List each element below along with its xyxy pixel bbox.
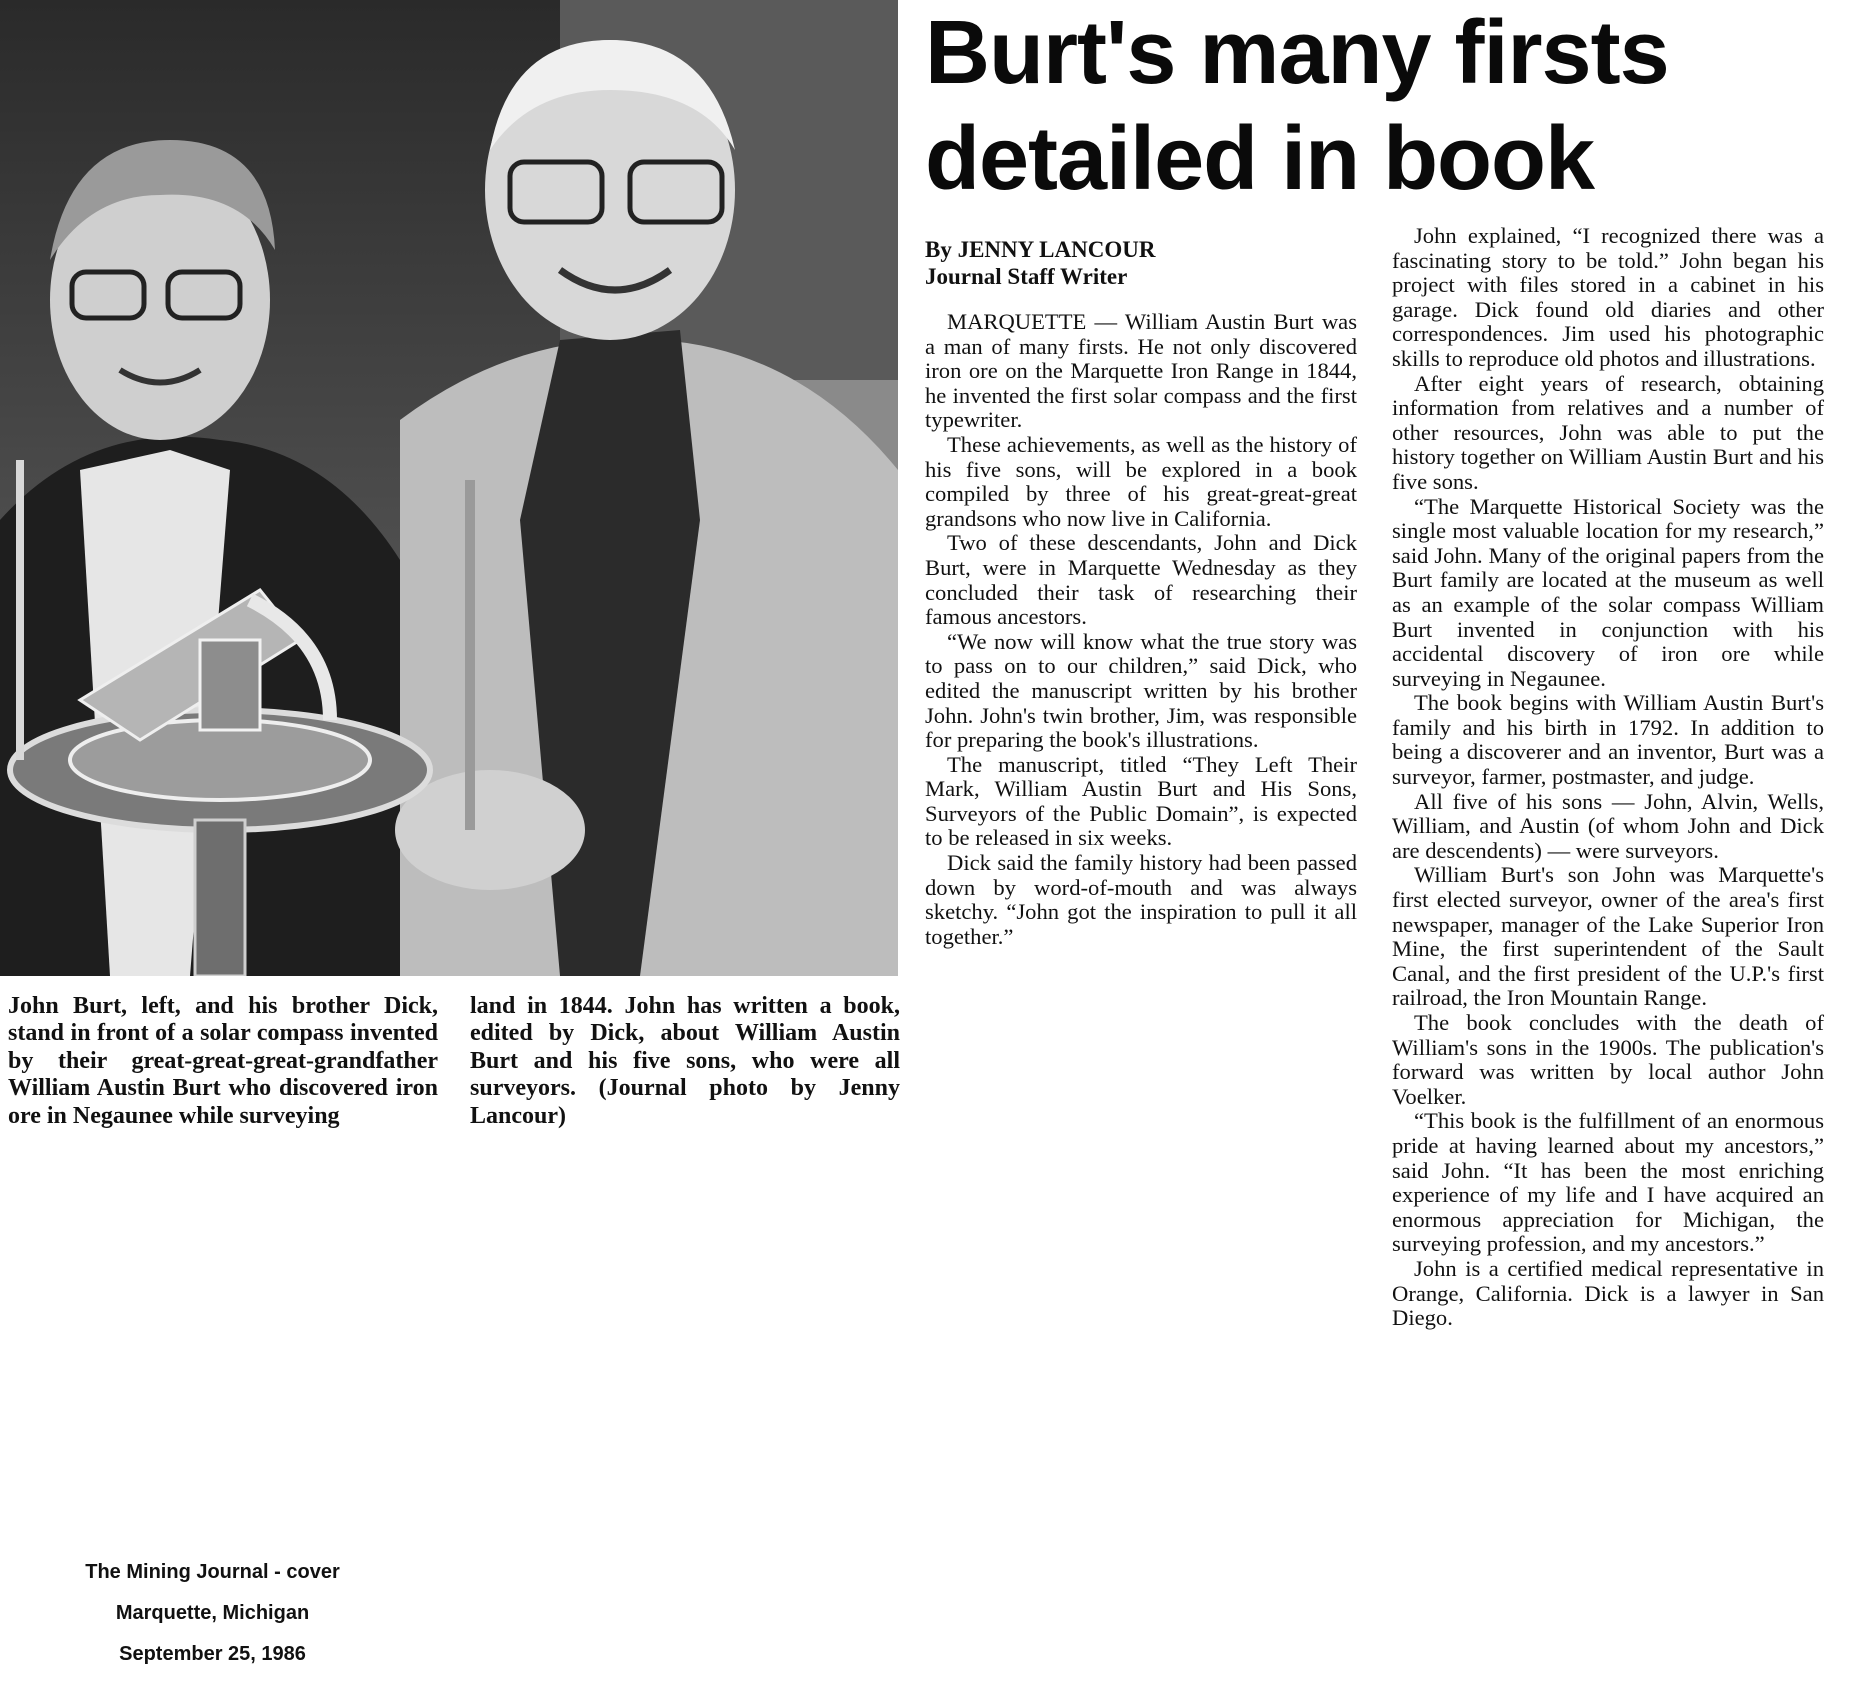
paragraph: William Burt's son John was Marquette's first elected surveyor, owner of the area's first newspaper, manager of the Lake Superior Iron Mine, the first superintendent of the Sault Canal, and the first president of the U.P.'s first railroad, the Iron Mountain Range. xyxy=(1392,862,1824,1011)
paragraph: The book concludes with the death of William's sons in the 1900s. The publication's forward was written by local author John Voelker. xyxy=(1392,1010,1824,1109)
source-date: September 25, 1986 xyxy=(119,1643,306,1665)
source-publication: The Mining Journal - cover xyxy=(85,1561,340,1583)
byline-author: By JENNY LANCOUR xyxy=(925,237,1156,262)
paragraph: All five of his sons — John, Alvin, Wells, William, and Austin (of whom John and Dick are descendents) — were surveyors. xyxy=(1392,788,1824,863)
paragraph: These achievements, as well as the history of his five sons, will be explored in a book compiled by three of his great-great-great grandsons who now live in California. xyxy=(925,431,1357,531)
source-note xyxy=(40,1552,385,1675)
paragraph: “This book is the fulfillment of an enormous pride at having learned about my ancestors,” said John. “It has been the most enriching experience of my life and I have acquired an enormous appreciation for Michigan, the surveying profession, and my ancestors.” xyxy=(1392,1108,1824,1257)
article-column-1 xyxy=(925,310,1357,949)
paragraph: Dick said the family history had been passed down by word-of-mouth and was always sketchy. “John got the inspiration to pull it all together.” xyxy=(925,850,1357,949)
photo-illustration xyxy=(0,0,898,976)
paragraph: The book begins with William Austin Burt's family and his birth in 1792. In addition to being a discoverer and an inventor, Burt was a surveyor, farmer, postmaster, and judge. xyxy=(1392,690,1824,790)
paragraph: MARQUETTE — William Austin Burt was a man of many firsts. He not only discovered iron ore on the Marquette Iron Range in 1844, he invented the first solar compass and the first typewriter. xyxy=(925,309,1357,433)
paragraph: The manuscript, titled “They Left Their Mark, William Austin Burt and His Sons, Surveyors of the Public Domain”, is expected to be released in six weeks. xyxy=(925,751,1357,851)
photo-caption-part-1: John Burt, left, and his brother Dick, stand in front of a solar compass invented by their great-great-great-grandfather William Austin Burt who discovered iron ore in Negaunee while surveying xyxy=(8,993,438,1129)
photo-caption-part-2: land in 1844. John has written a book, edited by Dick, about William Austin Burt and his five sons, who were all surveyors. (Journal photo by Jenny Lancour) xyxy=(470,993,900,1129)
byline-role: Journal Staff Writer xyxy=(925,264,1128,289)
headline: Burt's many firsts detailed in book xyxy=(925,3,1669,209)
paragraph: “The Marquette Historical Society was the single most valuable location for my research,” said John. Many of the original papers from the Burt family are located at the museum as well as an example of the solar compass William Burt invented in conjunction with his accidental discovery of iron ore while surveying in Negaunee. xyxy=(1392,493,1824,691)
paragraph: Two of these descendants, John and Dick Burt, were in Marquette Wednesday as they concluded their task of researching their famous ancestors. xyxy=(925,530,1357,630)
paragraph: John is a certified medical representative in Orange, California. Dick is a lawyer in San Diego. xyxy=(1392,1255,1824,1331)
paragraph: After eight years of research, obtaining information from relatives and a number of other resources, John was able to put the history together on William Austin Burt and his five sons. xyxy=(1392,370,1824,494)
news-photo xyxy=(0,0,898,976)
paragraph: “We now will know what the true story was to pass on to our children,” said Dick, who edited the manuscript written by his brother John. John's twin brother, Jim, was responsible for preparing the book's illustrations. xyxy=(925,628,1357,753)
paragraph: John explained, “I recognized there was a fascinating story to be told.” John began his project with files stored in a cabinet in his garage. Dick found old diaries and other correspondences. Jim used his photographic skills to reproduce old photos and illustrations. xyxy=(1392,223,1824,371)
byline xyxy=(925,236,1375,290)
article-column-2 xyxy=(1392,224,1824,1331)
source-location: Marquette, Michigan xyxy=(115,1602,310,1624)
